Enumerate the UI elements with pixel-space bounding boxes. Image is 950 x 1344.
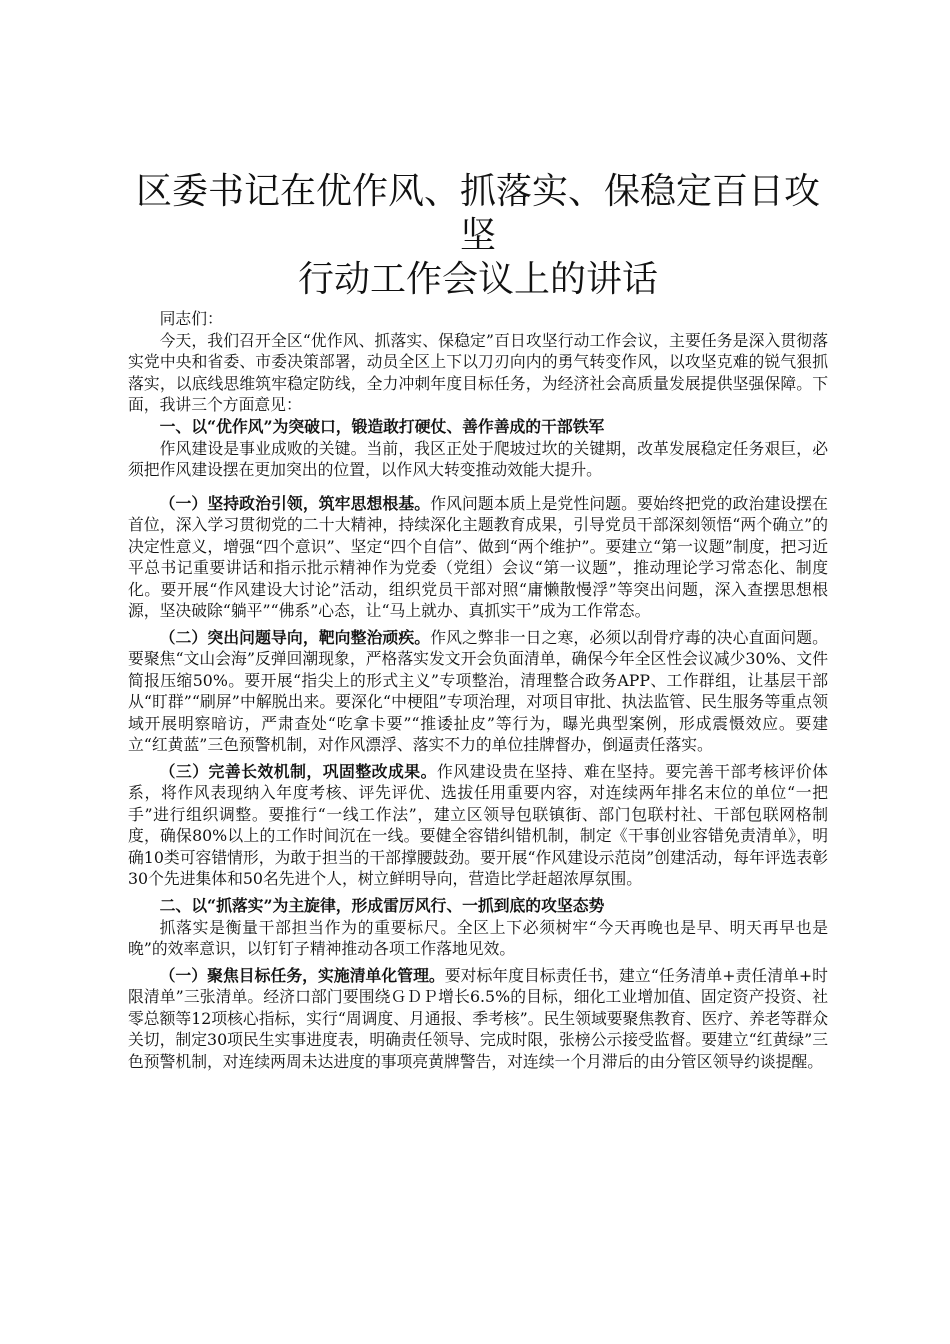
item-text: 作风之弊非一日之寒，必须以刮骨疗毒的决心直面问题。要聚焦“文山会海”反弹回潮现象，严格落实发文开会负面清单，确保今年全区性会议减少30%、文件简报压缩50%。要开展“指尖上的形式主义”专项整治，清理整合政务APP、工作群组，让基层干部从“盯群”“刷屏”中解脱出来。要深化“中梗阻”专项治理，对项目审批、执法监管、民生服务等重点领域开展明察暗访，严肃查处“吃拿卡要”“推诿扯皮”等行为，曝光典型案例，形成震慑效应。要建立“红黄蓝”三色预警机制，对作风漂浮、落实不力的单位挂牌督办，倒逼责任落实。 bbox=[128, 627, 828, 754]
item-lead: （一）坚持政治引领，筑牢思想根基。 bbox=[159, 493, 431, 513]
section-1-heading: 一、以“优作风”为突破口，锻造敢打硬仗、善作善成的干部铁军 bbox=[159, 416, 605, 436]
title-line-1: 区委书记在优作风、抓落实、保稳定百日攻坚 bbox=[135, 171, 820, 256]
section-1-item-2 bbox=[128, 627, 828, 756]
item-lead: （二）突出问题导向，靶向整治顽疾。 bbox=[159, 627, 431, 647]
document-body bbox=[128, 308, 828, 1072]
item-text: 要对标年度目标责任书，建立“任务清单+责任清单+时限清单”三张清单。经济口部门要围绕ＧＤＰ增长6.5%的目标，细化工业增加值、固定资产投资、社零总额等12项核心指标，实行“周调度、月通报、季考核”。民生领域要聚焦教育、医疗、养老等群众关切，制定30项民生实事进度表，明确责任领导、完成时限，张榜公示接受监督。要建立“红黄绿”三色预警机制，对连续两周未达进度的事项亮黄牌警告，对连续一个月滞后的由分管区领导约谈提醒。 bbox=[128, 965, 828, 1071]
intro-paragraph: 今天，我们召开全区“优作风、抓落实、保稳定”百日攻坚行动工作会议，主要任务是深入贯彻落实党中央和省委、市委决策部署，动员全区上下以刀刃向内的勇气转变作风，以攻坚克难的锐气狠抓落实，以底线思维筑牢稳定防线，全力冲刺年度目标任务，为经济社会高质量发展提供坚强保障。下面，我讲三个方面意见： bbox=[128, 330, 828, 414]
section-1-intro: 作风建设是事业成败的关键。当前，我区正处于爬坡过坎的关键期，改革发展稳定任务艰巨，必须把作风建设摆在更加突出的位置，以作风大转变推动效能大提升。 bbox=[128, 438, 828, 479]
section-1-item-1 bbox=[128, 493, 828, 622]
item-lead: （一）聚焦目标任务，实施清单化管理。 bbox=[159, 965, 445, 985]
section-2-intro: 抓落实是衡量干部担当作为的重要标尺。全区上下必须树牢“今天再晚也是早、明天再早也是晚”的效率意识，以钉钉子精神推动各项工作落地见效。 bbox=[128, 917, 828, 958]
salutation: 同志们： bbox=[159, 309, 223, 328]
item-text: 作风建设贵在坚持、难在坚持。要完善干部考核评价体系，将作风表现纳入年度考核、评先评优、选拔任用重要内容，对连续两年排名末位的单位“一把手”进行组织调整。要推行“一线工作法”，建立区领导包联镇街、部门包联村社、干部包联网格制度，确保80%以上的工作时间沉在一线。要健全容错纠错机制，制定《干事创业容错免责清单》，明确10类可容错情形，为敢于担当的干部撑腰鼓劲。要开展“作风建设示范岗”创建活动，每年评选表彰30个先进集体和50名先进个人，树立鲜明导向，营造比学赶超浓厚氛围。 bbox=[128, 761, 828, 888]
document-page bbox=[128, 170, 828, 1072]
section-2-heading: 二、以“抓落实”为主旋律，形成雷厉风行、一抓到底的攻坚态势 bbox=[159, 895, 605, 915]
item-text: 作风问题本质上是党性问题。要始终把党的政治建设摆在首位，深入学习贯彻党的二十大精神，持续深化主题教育成果，引导党员干部深刻领悟“两个确立”的决定性意义，增强“四个意识”、坚定“四个自信”、做到“两个维护”。要建立“第一议题”制度，把习近平总书记重要讲话和指示批示精神作为党委（党组）会议“第一议题”，推动理论学习常态化、制度化。要开展“作风建设大讨论”活动，组织党员干部对照“庸懒散慢浮”等突出问题，深入查摆思想根源，坚决破除“躺平”“佛系”心态，让“马上就办、真抓实干”成为工作常态。 bbox=[128, 493, 828, 620]
item-lead: （三）完善长效机制，巩固整改成果。 bbox=[159, 761, 437, 781]
section-1-item-3 bbox=[128, 761, 828, 890]
section-2-item-1 bbox=[128, 965, 828, 1073]
document-title bbox=[128, 170, 828, 302]
title-line-2: 行动工作会议上的讲话 bbox=[297, 259, 658, 300]
